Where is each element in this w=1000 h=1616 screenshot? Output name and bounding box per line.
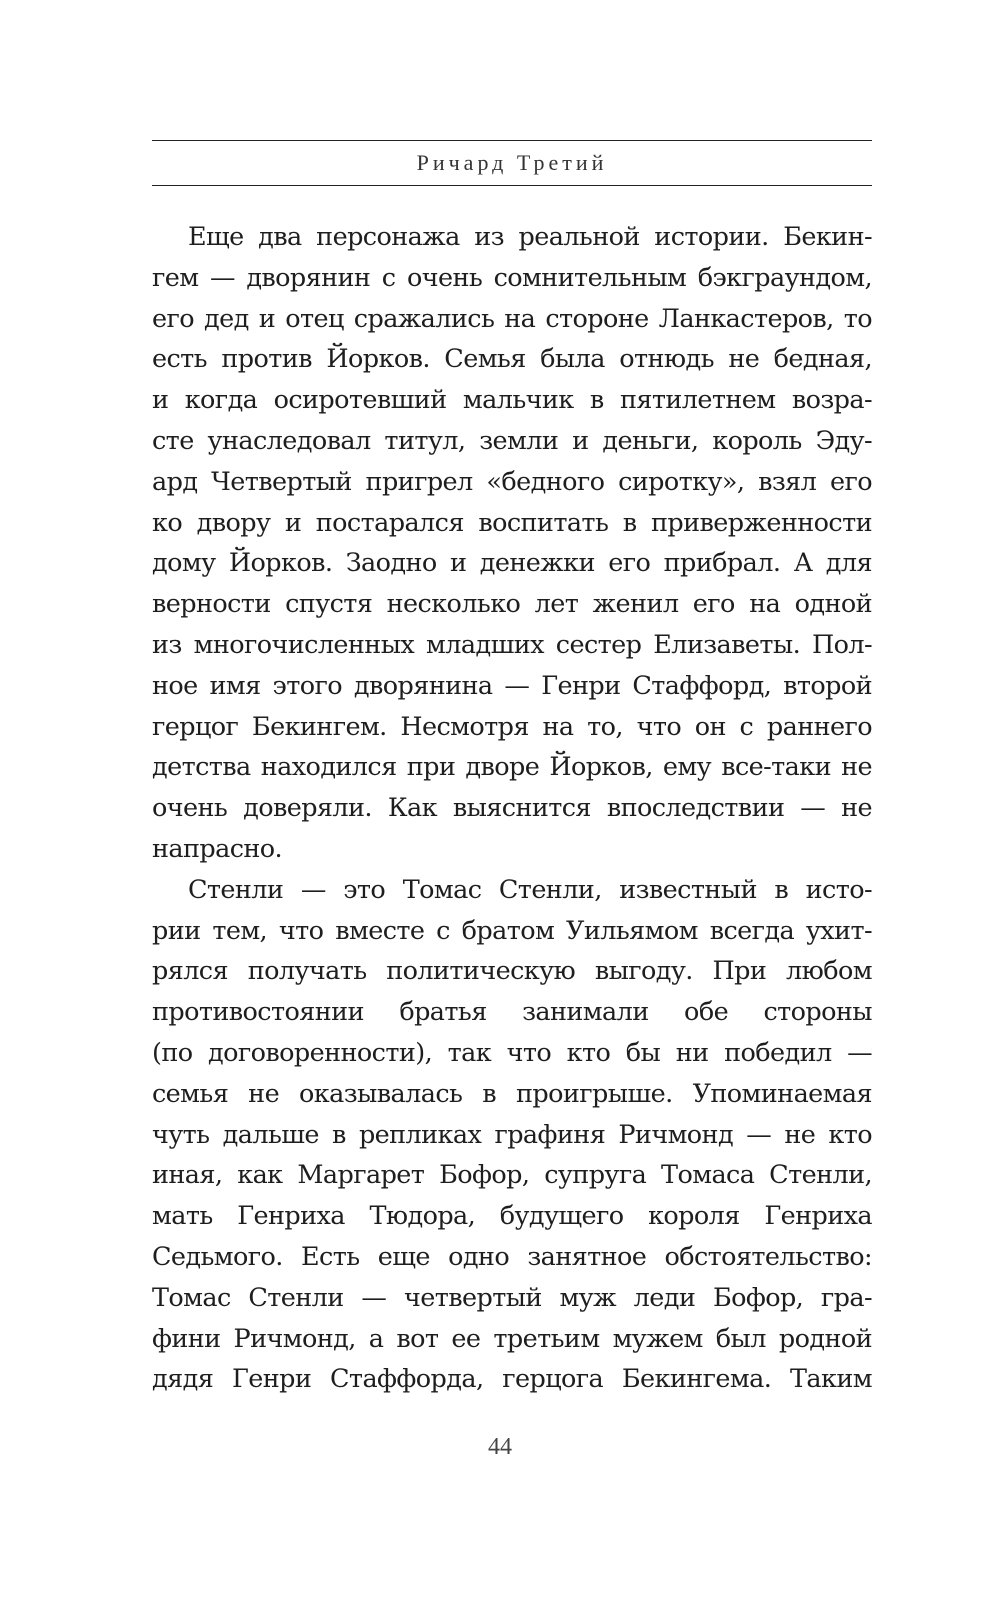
text-line: иная, как Маргарет Бофор, супруга Томаса Стенли, [152, 1160, 872, 1191]
text-line: противостоянии братья занимали обе стороны [152, 997, 872, 1028]
text-line: Томас Стенли — четвертый муж леди Бофор, гра- [152, 1282, 872, 1313]
text-line: его дед и отец сражались на стороне Ланкастеров, то [152, 303, 872, 334]
text-line: гем — дворянин с очень сомнительным бэкграундом, [152, 262, 872, 293]
text-line: сте унаследовал титул, земли и деньги, король Эду- [152, 425, 872, 456]
text-line: семья не оказывалась в проигрыше. Упоминаемая [152, 1078, 872, 1109]
text-line: чуть дальше в репликах графиня Ричмонд — не кто [152, 1119, 872, 1150]
text-line: ко двору и постарался воспитать в приверженности [152, 507, 872, 538]
text-line: герцог Бекингем. Несмотря на то, что он с раннего [152, 711, 872, 742]
text-line: рялся получать политическую выгоду. При любом [152, 956, 872, 987]
text-line: мать Генриха Тюдора, будущего короля Генриха [152, 1201, 872, 1232]
text-line: ное имя этого дворянина — Генри Стаффорд, второй [152, 670, 872, 701]
text-line: Еще два персонажа из реальной истории. Бекин- [188, 222, 872, 252]
text-line: верности спустя несколько лет женил его на одной [152, 589, 872, 620]
page-number: 44 [488, 1434, 512, 1460]
text-line: ард Четвертый пригрел «бедного сиротку», взял его [152, 466, 872, 497]
text-line: дядя Генри Стаффорда, герцога Бекингема. Таким [152, 1364, 872, 1395]
text-line: Стенли — это Томас Стенли, известный в исто- [188, 874, 872, 905]
text-line: напрасно. [152, 833, 283, 864]
running-title: Ричард Третий [416, 150, 608, 175]
text-line: (по договоренности), так что кто бы ни победил — [152, 1037, 872, 1068]
running-header [152, 140, 872, 186]
text-line: из многочисленных младших сестер Елизаветы. Пол- [152, 629, 872, 660]
body-text [152, 217, 872, 1400]
text-line: рии тем, что вместе с братом Уильямом всегда ухит- [152, 915, 872, 946]
text-line: очень доверяли. Как выяснится впоследствии — не [152, 793, 872, 824]
text-line: есть против Йорков. Семья была отнюдь не бедная, [152, 344, 872, 375]
text-line: Седьмого. Есть еще одно занятное обстоятельство: [152, 1241, 872, 1272]
text-line: и когда осиротевший мальчик в пятилетнем возра- [152, 385, 872, 416]
text-line: детства находился при дворе Йорков, ему все-таки не [152, 752, 872, 783]
text-line: фини Ричмонд, а вот ее третьим мужем был родной [152, 1323, 872, 1354]
text-line: дому Йорков. Заодно и денежки его прибрал. А для [152, 548, 872, 579]
